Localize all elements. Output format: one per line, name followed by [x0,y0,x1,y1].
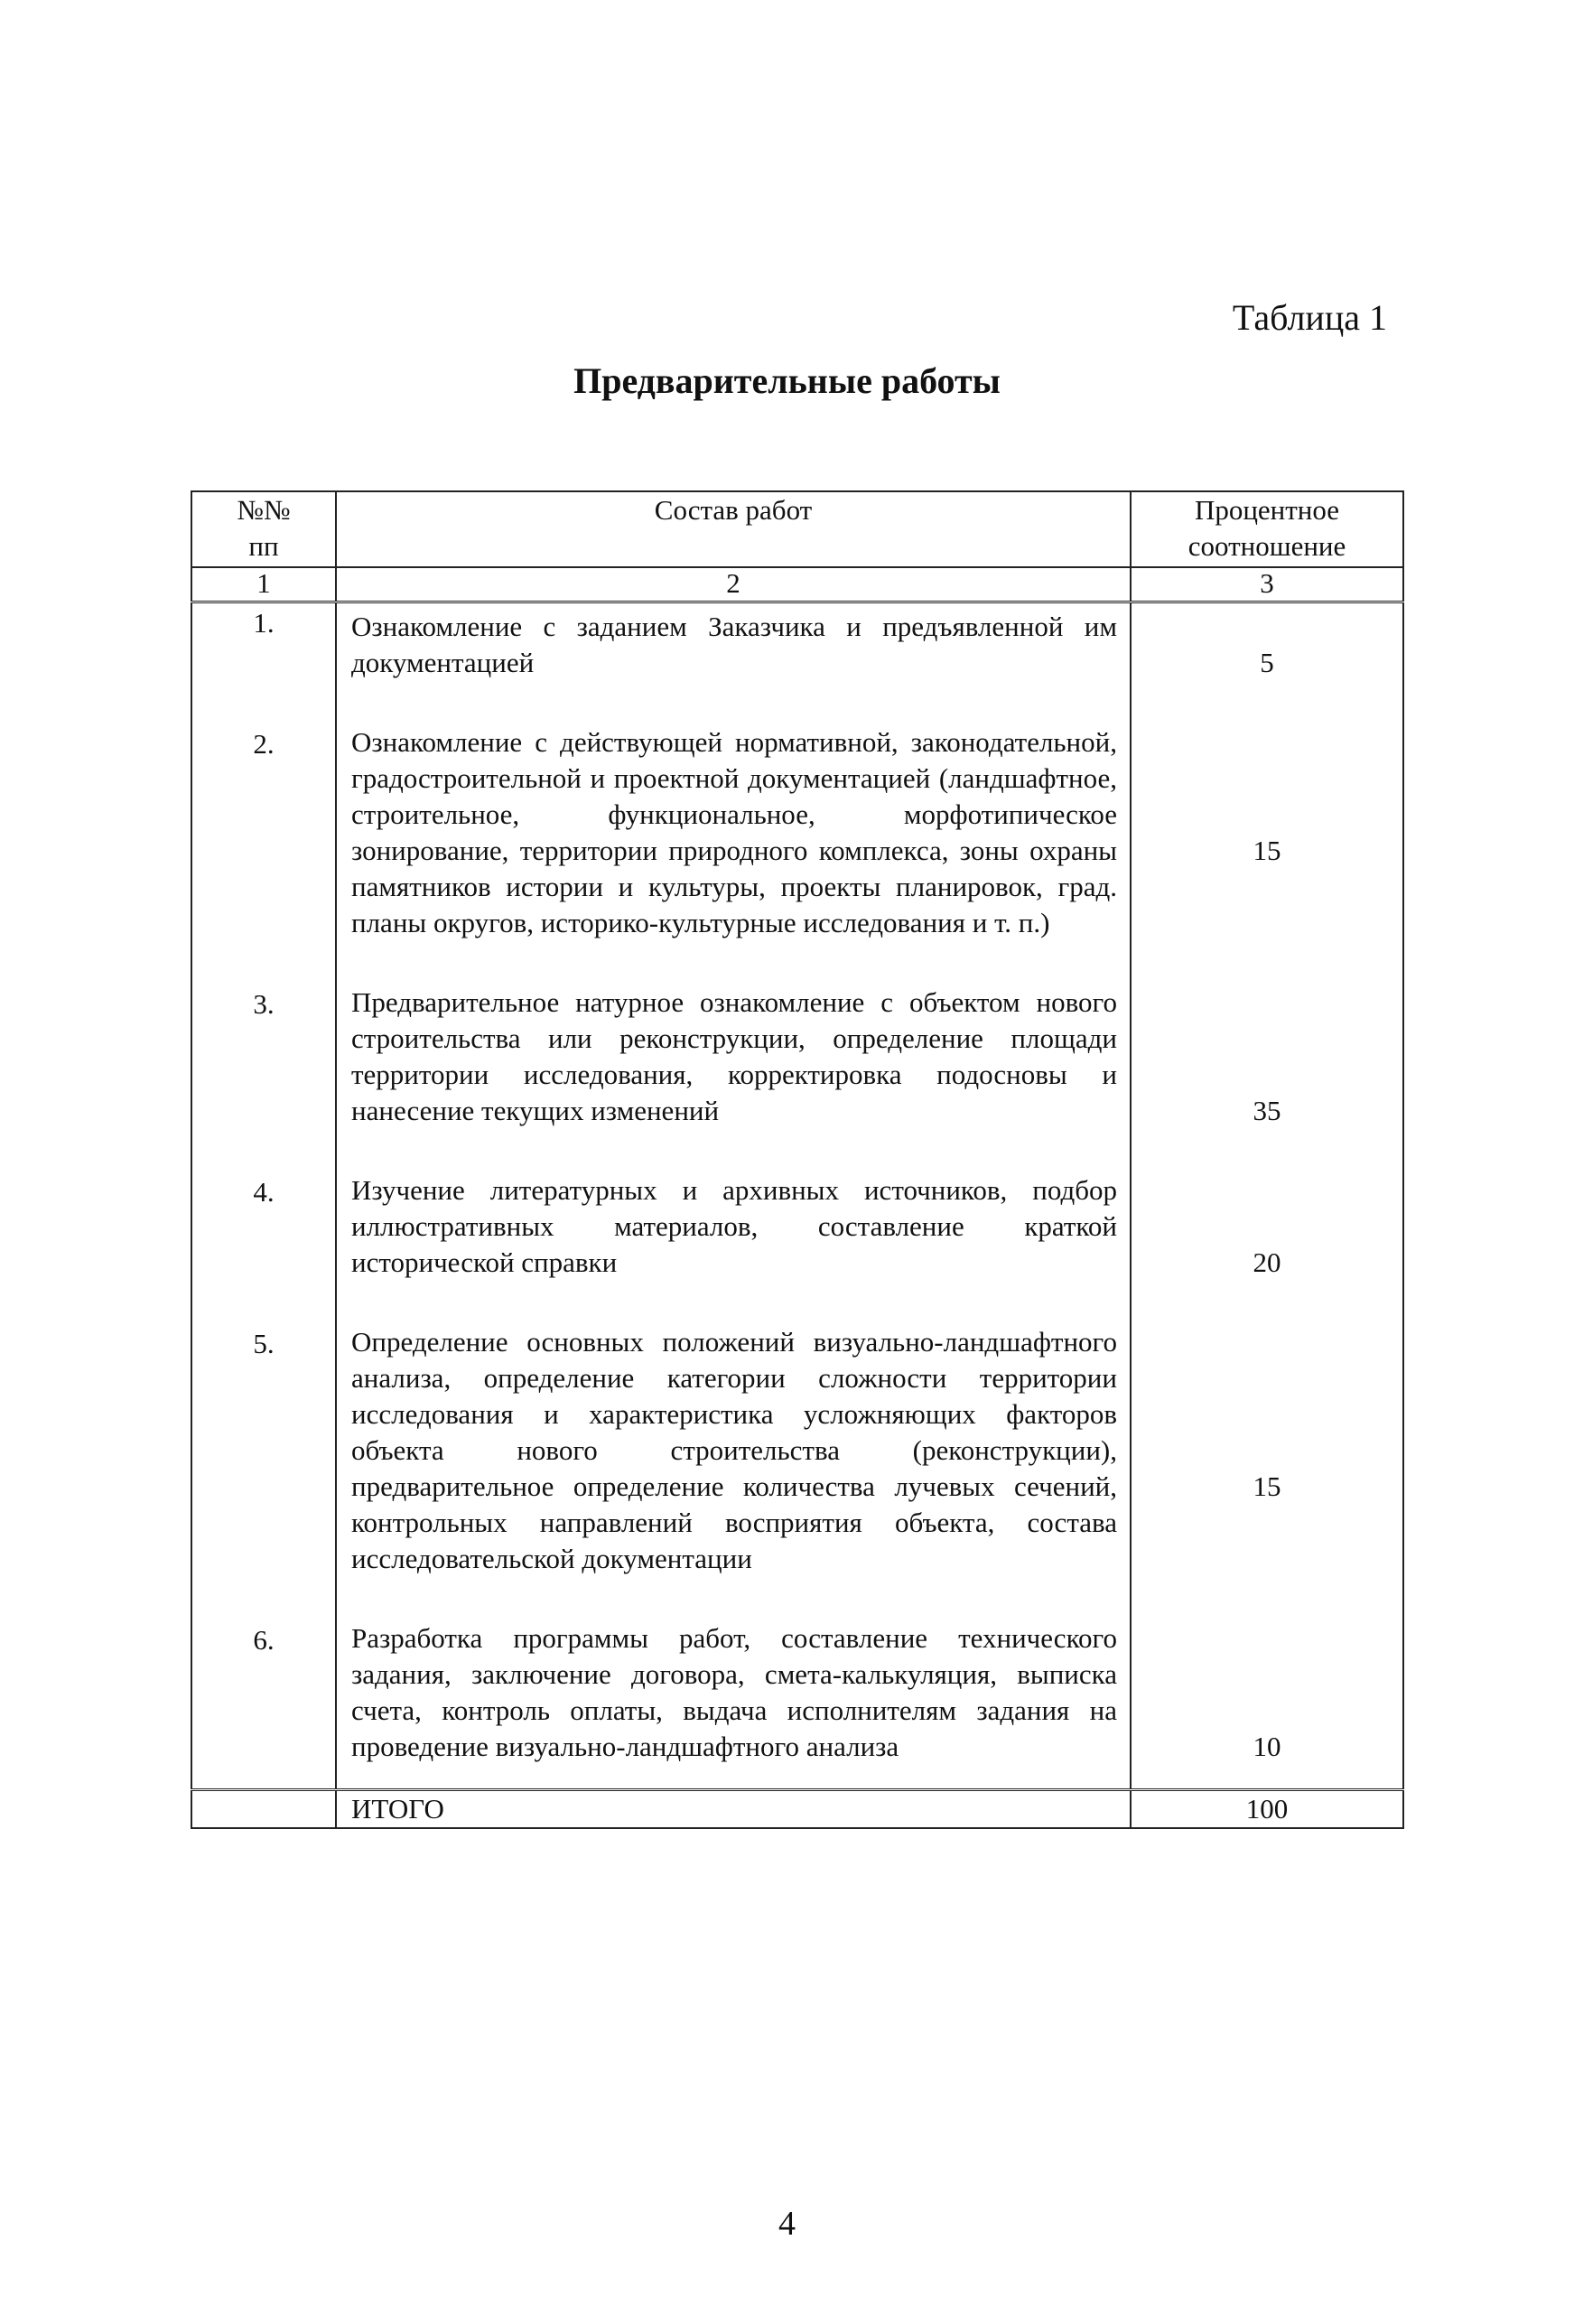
column-number-3: 3 [1131,567,1403,602]
total-row [191,1790,1403,1829]
row-percent [1131,724,1403,985]
row-work-text: Разработка программы работ, составление технического задания, заключение договора, смета-калькуляция, выписка счета, контроль оплаты, выдача исполнителям задания на проведение визуально-ландшафтного анализа [351,1622,1117,1762]
table-row [191,1172,1403,1324]
header-work: Состав работ [336,491,1131,567]
row-work [336,724,1131,985]
row-number: 3. [191,985,336,1172]
row-percent-value: 10 [1253,1731,1281,1762]
row-number: 1. [191,602,336,725]
row-percent-value: 5 [1260,647,1274,678]
table-header-row [191,491,1403,567]
table-row [191,1620,1403,1790]
table-row [191,985,1403,1172]
row-percent-value: 35 [1253,1095,1281,1126]
page-title: Предварительные работы [573,360,1001,401]
row-work-text: Ознакомление с действующей нормативной, законодательной, градостроительной и проектной документацией (ландшафтное, строительное, функциональное, морфотипическое зонирование, территории природного комплекса, зоны охраны памятников истории и культуры, проекты планировок, град. планы округов, историко-культурные исследования и т. п.) [351,726,1117,938]
row-work [336,1324,1131,1620]
table-row [191,1324,1403,1620]
row-percent [1131,985,1403,1172]
table-row [191,724,1403,985]
row-number: 6. [191,1620,336,1790]
works-table [191,490,1404,1829]
row-percent-value: 15 [1253,1470,1281,1502]
row-work-text: Ознакомление с заданием Заказчика и предъявленной им документацией [351,611,1117,678]
row-percent [1131,1620,1403,1790]
row-percent [1131,602,1403,725]
row-work-text: Определение основных положений визуально-ландшафтного анализа, определение категории сложности территории исследования и характеристика усложняющих факторов объекта нового строительства (реконструкции), предварительное определение количества лучевых сечений, контрольных направлений восприятия объекта, состава исследовательской документации [351,1326,1117,1574]
row-percent-value: 15 [1253,835,1281,866]
column-number-row [191,567,1403,602]
row-work [336,985,1131,1172]
row-number: 5. [191,1324,336,1620]
table-row [191,602,1403,725]
row-work [336,1620,1131,1790]
total-label: ИТОГО [336,1790,1131,1829]
header-num: №№ пп [191,491,336,567]
total-empty-cell [191,1790,336,1829]
row-work-text: Предварительное натурное ознакомление с объектом нового строительства или реконструкции, определение площади территории исследования, корректировка подосновы и нанесение текущих изменений [351,986,1117,1126]
table-label: Таблица 1 [1232,297,1387,338]
row-number: 4. [191,1172,336,1324]
total-percent: 100 [1131,1790,1403,1829]
page-number: 4 [778,2205,796,2243]
row-percent [1131,1324,1403,1620]
column-number-2: 2 [336,567,1131,602]
header-percent: Процентное соотношение [1131,491,1403,567]
row-work [336,1172,1131,1324]
row-work-text: Изучение литературных и архивных источников, подбор иллюстративных материалов, составление краткой исторической справки [351,1174,1117,1278]
row-number: 2. [191,724,336,985]
column-number-1: 1 [191,567,336,602]
row-percent [1131,1172,1403,1324]
row-work [336,602,1131,725]
row-percent-value: 20 [1253,1246,1281,1278]
